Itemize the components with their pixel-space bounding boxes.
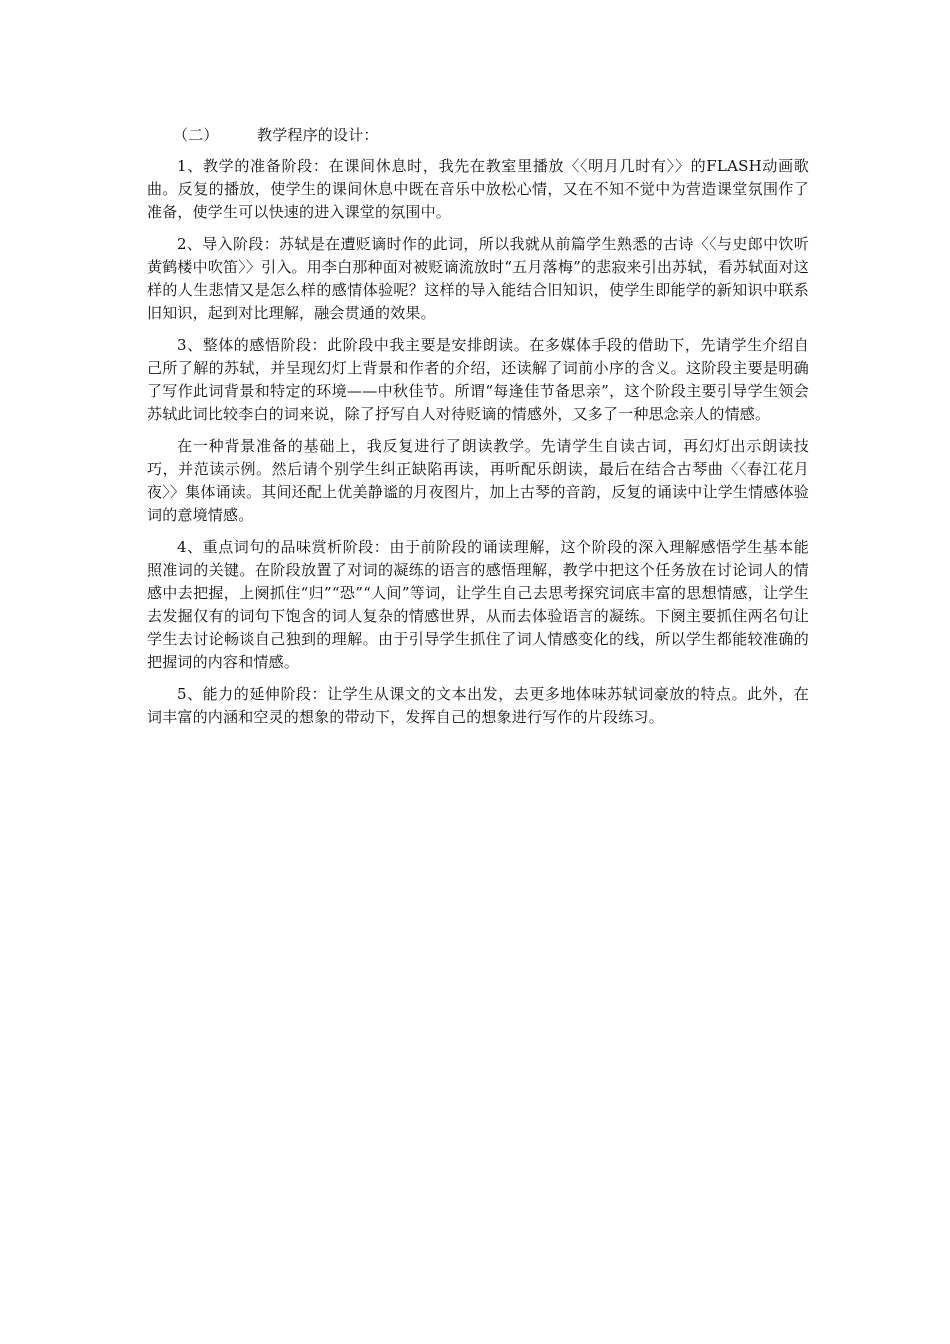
section-title: 教学程序的设计： [257,126,379,144]
paragraph-preparation-stage: 1、教学的准备阶段：在课间休息时，我先在教室里播放〈〈明月几时有〉〉的FLASH动画歌曲。反复的播放，使学生的课间休息中既在音乐中放松心情，又在不知不觉中为营造课堂氛围作了准备，使学生可以快速的进入课堂的氛围中。 [147,157,809,221]
paragraph-reading-teaching: 在一种背景准备的基础上，我反复进行了朗读教学。先请学生自读古词，再幻灯出示朗读技巧，并范读示例。然后请个别学生纠正缺陷再读，再听配乐朗读，最后在结合古琴曲〈〈春江花月夜〉〉集体诵读。其间还配上优美静谧的月夜图片，加上古琴的音韵，反复的诵读中让学生情感体验词的意境情感。 [147,437,809,524]
paragraph-overall-perception-stage: 3、整体的感悟阶段：此阶段中我主要是安排朗读。在多媒体手段的借助下，先请学生介绍自己所了解的苏轼，并呈现幻灯上背景和作者的介绍，还读解了词前小序的含义。这阶段主要是明确了写作此词背景和特定的环境——中秋佳节。所谓“每逢佳节备思亲”，这个阶段主要引导学生领会苏轼此词比较李白的词来说，除了抒写自人对待贬谪的情感外，又多了一种思念亲人的情感。 [147,336,809,423]
paragraph-key-phrase-analysis: 4、重点词句的品味赏析阶段：由于前阶段的诵读理解，这个阶段的深入理解感悟学生基本能照准词的关键。在阶段放置了对词的凝练的语言的感悟理解，教学中把这个任务放在讨论词人的情感中去把握，上阕抓住“归”“恐”“人间”等词，让学生自己去思考探究词底丰富的思想情感，让学生去发掘仅有的词句下饱含的词人复杂的情感世界，从而去体验语言的凝练。下阕主要抓住两名句让学生去讨论畅谈自己独到的理解。由于引导学生抓住了词人情感变化的线，所以学生都能较准确的把握词的内容和情感。 [147,538,809,671]
document-body [147,124,809,738]
section-heading [173,124,809,147]
paragraph-ability-extension: 5、能力的延伸阶段：让学生从课文的文本出发，去更多地体味苏轼词豪放的特点。此外，在词丰富的内涵和空灵的想象的带动下，发挥自己的想象进行写作的片段练习。 [147,685,809,726]
paragraph-introduction-stage: 2、导入阶段：苏轼是在遭贬谪时作的此词，所以我就从前篇学生熟悉的古诗〈〈与史郎中饮听黄鹤楼中吹笛〉〉引入。用李白那种面对被贬谪流放时“五月落梅”的悲寂来引出苏轼，看苏轼面对这样的人生悲情又是怎么样的感情体验呢？这样的导入能结合旧知识，使学生即能学的新知识中联系旧知识，起到对比理解，融会贯通的效果。 [147,235,809,322]
section-number: （二） [173,126,219,144]
